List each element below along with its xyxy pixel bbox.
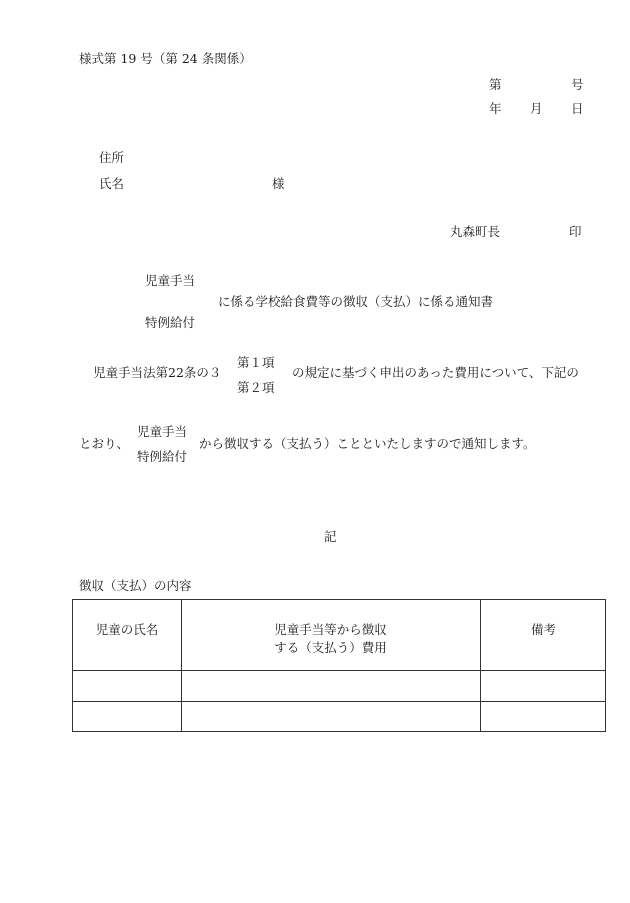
body-p2-prefix: とおり、: [79, 436, 130, 451]
date-year-label: 年: [489, 101, 502, 116]
table-header-cost-line1: 児童手当等から徴収: [274, 622, 387, 637]
doc-number-suffix: 号: [571, 77, 584, 92]
body-p2-suffix: から徴収する（支払う）ことといたしますので通知します。: [199, 436, 536, 451]
title-option-special-benefit: 特例給付: [145, 315, 196, 330]
form-number: 様式第 19 号（第 24 条関係）: [79, 51, 252, 66]
seal-mark: 印: [569, 224, 582, 239]
section-label: 徴収（支払）の内容: [79, 578, 192, 593]
table-header-cost-line2: する（支払う）費用: [274, 640, 387, 655]
table-row-divider: [73, 701, 605, 702]
date-day-label: 日: [571, 101, 584, 116]
doc-number-prefix: 第: [489, 77, 502, 92]
honorific: 様: [272, 176, 285, 191]
body-p1-option-para2: 第２項: [237, 380, 275, 395]
title-option-child-allowance: 児童手当: [145, 273, 196, 288]
body-p2-option-special-benefit: 特例給付: [137, 449, 188, 464]
body-p1-prefix: 児童手当法第22条の３: [93, 365, 222, 380]
body-p2-option-child-allowance: 児童手当: [137, 424, 188, 439]
document-title: に係る学校給食費等の徴収（支払）に係る通知書: [218, 294, 494, 309]
table-header-child-name: 児童の氏名: [95, 622, 159, 637]
date-month-label: 月: [530, 101, 543, 116]
ki-heading: 記: [324, 529, 337, 544]
name-label: 氏名: [99, 176, 125, 191]
table-header-divider: [73, 670, 605, 671]
issuer-title: 丸森町長: [450, 224, 501, 239]
content-table: [72, 599, 606, 732]
table-header-remarks: 備考: [530, 622, 556, 637]
body-p1-suffix: の規定に基づく申出のあった費用について、下記の: [292, 365, 579, 380]
body-p1-option-para1: 第１項: [237, 355, 275, 370]
address-label: 住所: [99, 150, 125, 165]
